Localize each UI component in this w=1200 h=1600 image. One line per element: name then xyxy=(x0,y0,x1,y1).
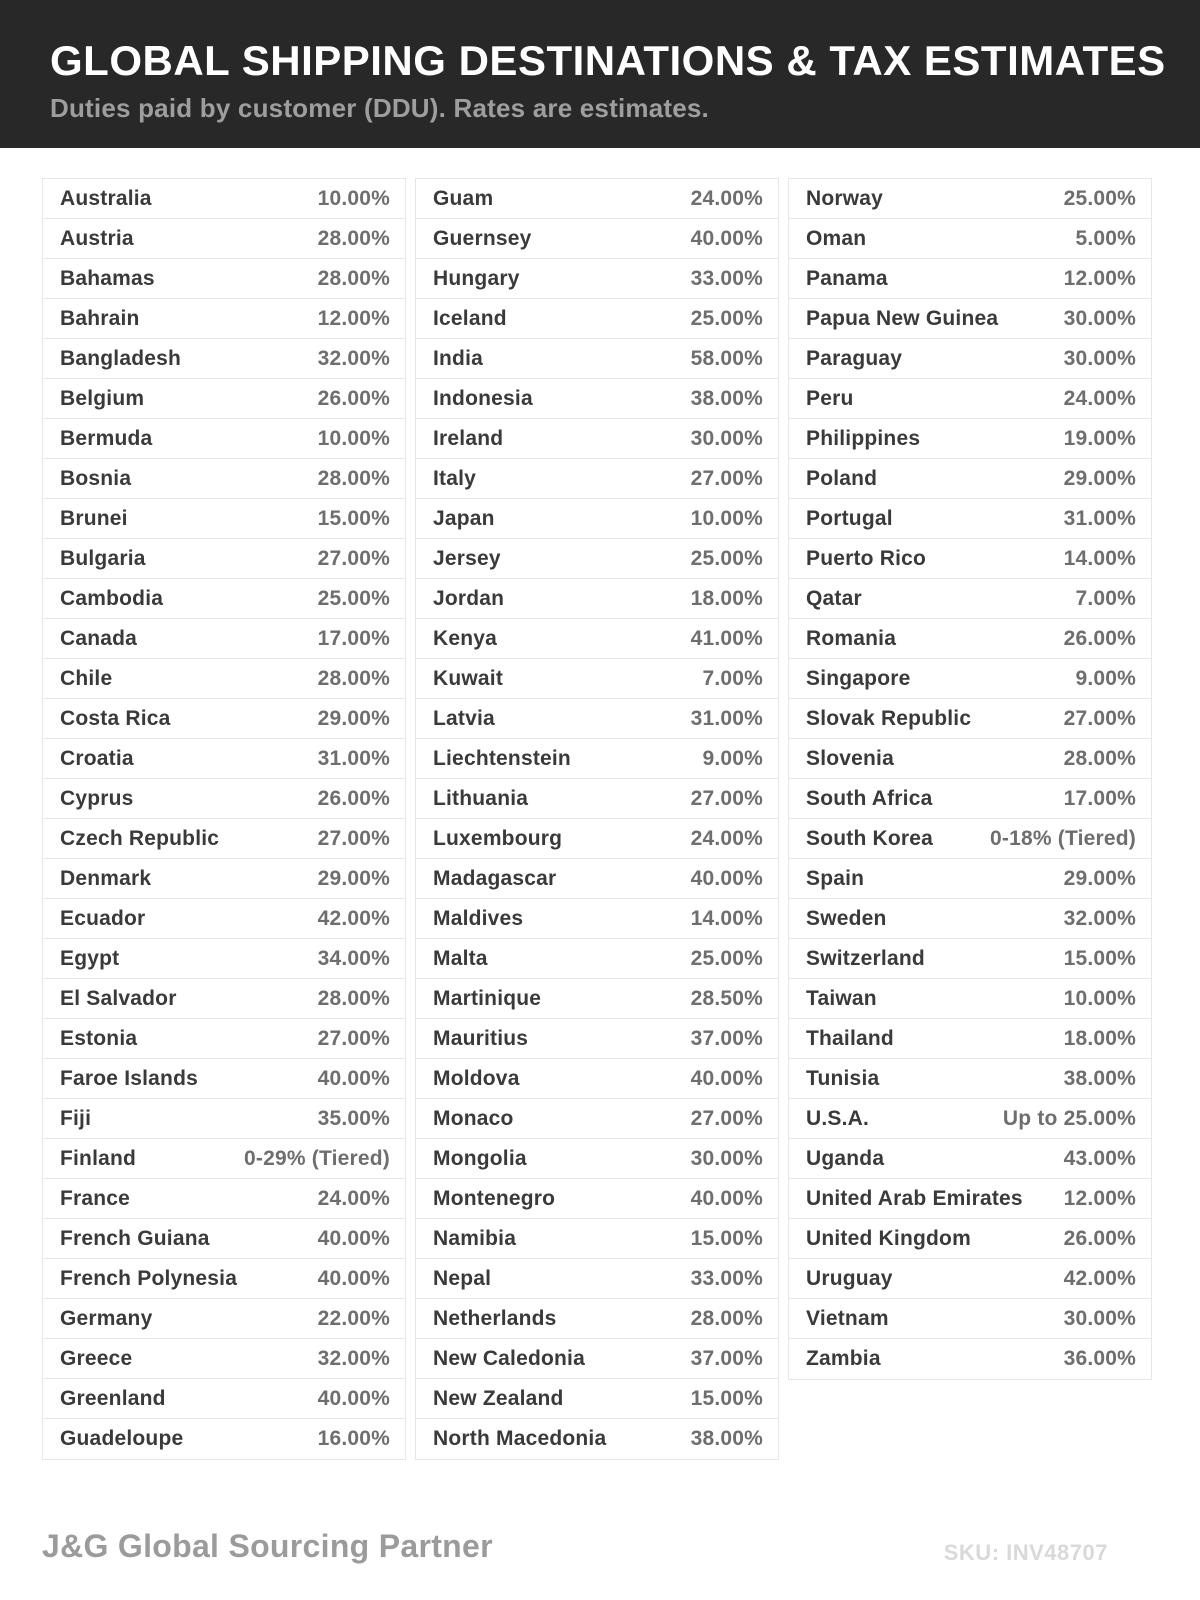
country-label: Singapore xyxy=(806,666,911,690)
rate-value: 24.00% xyxy=(317,1186,390,1210)
country-label: French Guiana xyxy=(60,1226,210,1250)
rate-value: 15.00% xyxy=(317,506,390,530)
rate-value: 12.00% xyxy=(317,306,390,330)
country-label: U.S.A. xyxy=(806,1106,870,1130)
rate-value: 32.00% xyxy=(1063,906,1136,930)
table-row xyxy=(43,1139,405,1179)
country-label: Sweden xyxy=(806,906,887,930)
rate-value: 16.00% xyxy=(317,1427,390,1450)
rate-value: 30.00% xyxy=(690,1146,763,1170)
rate-value: 29.00% xyxy=(1063,466,1136,490)
table-row xyxy=(43,1299,405,1339)
table-row xyxy=(416,379,778,419)
rate-value: 24.00% xyxy=(1063,386,1136,410)
country-label: Jordan xyxy=(433,586,505,610)
country-label: Mongolia xyxy=(433,1146,527,1170)
table-row xyxy=(789,979,1151,1019)
rate-column-2 xyxy=(415,178,779,1460)
table-row xyxy=(416,219,778,259)
table-row xyxy=(789,619,1151,659)
table-row xyxy=(416,1139,778,1179)
country-label: Ecuador xyxy=(60,906,146,930)
country-label: Zambia xyxy=(806,1347,881,1370)
rate-value: 29.00% xyxy=(317,866,390,890)
rate-value: 28.00% xyxy=(317,266,390,290)
footer-brand: J&G Global Sourcing Partner xyxy=(42,1528,493,1564)
table-row xyxy=(789,1339,1151,1379)
table-row xyxy=(43,1379,405,1419)
country-label: Brunei xyxy=(60,506,128,530)
table-row xyxy=(416,459,778,499)
table-row xyxy=(43,579,405,619)
table-row xyxy=(416,1179,778,1219)
country-label: Papua New Guinea xyxy=(806,306,999,330)
table-row xyxy=(789,739,1151,779)
table-row xyxy=(416,659,778,699)
rate-value: 15.00% xyxy=(690,1386,763,1410)
table-row xyxy=(416,579,778,619)
table-row xyxy=(43,1019,405,1059)
rate-value: 29.00% xyxy=(1063,866,1136,890)
country-label: Bermuda xyxy=(60,426,153,450)
country-label: United Kingdom xyxy=(806,1226,971,1250)
rate-value: 38.00% xyxy=(690,386,763,410)
rate-value: 10.00% xyxy=(690,506,763,530)
country-label: United Arab Emirates xyxy=(806,1186,1023,1210)
country-label: France xyxy=(60,1186,131,1210)
rate-value: 33.00% xyxy=(690,266,763,290)
country-label: Portugal xyxy=(806,506,893,530)
country-label: New Caledonia xyxy=(433,1346,585,1370)
table-row xyxy=(43,179,405,219)
country-label: South Africa xyxy=(806,786,933,810)
rate-value: 42.00% xyxy=(1063,1266,1136,1290)
rate-value: 40.00% xyxy=(690,1066,763,1090)
header-bar xyxy=(0,0,1200,148)
table-row xyxy=(789,539,1151,579)
country-label: Canada xyxy=(60,626,138,650)
table-row xyxy=(789,1259,1151,1299)
country-label: Puerto Rico xyxy=(806,546,927,570)
rate-value: Up to 25.00% xyxy=(1002,1106,1136,1130)
country-label: Maldives xyxy=(433,906,524,930)
country-label: Peru xyxy=(806,386,854,410)
table-row xyxy=(789,819,1151,859)
table-row xyxy=(416,739,778,779)
rate-value: 5.00% xyxy=(1075,226,1136,250)
rate-value: 32.00% xyxy=(317,346,390,370)
country-label: Spain xyxy=(806,866,865,890)
rate-value: 27.00% xyxy=(317,546,390,570)
rate-value: 26.00% xyxy=(1063,626,1136,650)
rate-value: 34.00% xyxy=(317,946,390,970)
country-label: Vietnam xyxy=(806,1306,889,1330)
table-row xyxy=(789,1219,1151,1259)
rate-value: 7.00% xyxy=(702,666,763,690)
country-label: Greenland xyxy=(60,1386,166,1410)
rate-value: 28.00% xyxy=(317,986,390,1010)
rate-value: 31.00% xyxy=(690,706,763,730)
rate-value: 38.00% xyxy=(690,1427,763,1450)
rate-value: 38.00% xyxy=(1063,1066,1136,1090)
rate-value: 30.00% xyxy=(1063,1306,1136,1330)
table-row xyxy=(416,819,778,859)
country-label: North Macedonia xyxy=(433,1427,607,1450)
rate-value: 26.00% xyxy=(1063,1226,1136,1250)
country-label: Kenya xyxy=(433,626,498,650)
table-row xyxy=(416,419,778,459)
rate-value: 32.00% xyxy=(317,1346,390,1370)
table-row xyxy=(43,499,405,539)
country-label: El Salvador xyxy=(60,986,177,1010)
rate-value: 14.00% xyxy=(690,906,763,930)
rates-table xyxy=(42,178,1152,1460)
table-row xyxy=(416,299,778,339)
country-label: Belgium xyxy=(60,386,145,410)
table-row xyxy=(416,1299,778,1339)
rate-value: 27.00% xyxy=(317,826,390,850)
country-label: India xyxy=(433,346,484,370)
country-label: Germany xyxy=(60,1306,153,1330)
rate-value: 24.00% xyxy=(690,186,763,210)
table-row xyxy=(416,979,778,1019)
table-row xyxy=(416,179,778,219)
table-row xyxy=(43,339,405,379)
country-label: Italy xyxy=(433,466,477,490)
rate-value: 40.00% xyxy=(317,1386,390,1410)
country-label: Egypt xyxy=(60,946,120,970)
rate-value: 28.00% xyxy=(317,666,390,690)
country-label: Uruguay xyxy=(806,1266,893,1290)
rate-value: 25.00% xyxy=(690,546,763,570)
table-row xyxy=(789,459,1151,499)
rate-value: 0-18% (Tiered) xyxy=(990,826,1136,850)
table-row xyxy=(43,619,405,659)
rate-value: 22.00% xyxy=(317,1306,390,1330)
rate-value: 10.00% xyxy=(317,426,390,450)
table-row xyxy=(416,1099,778,1139)
country-label: French Polynesia xyxy=(60,1266,238,1290)
table-row xyxy=(416,1339,778,1379)
country-label: Austria xyxy=(60,226,134,250)
country-label: Panama xyxy=(806,266,888,290)
table-row xyxy=(43,539,405,579)
country-label: Martinique xyxy=(433,986,542,1010)
country-label: Taiwan xyxy=(806,986,877,1010)
rate-value: 9.00% xyxy=(1075,666,1136,690)
table-row xyxy=(789,699,1151,739)
rate-value: 25.00% xyxy=(690,946,763,970)
country-label: Slovak Republic xyxy=(806,706,972,730)
table-row xyxy=(789,419,1151,459)
country-label: Iceland xyxy=(433,306,507,330)
country-label: Monaco xyxy=(433,1106,514,1130)
table-row xyxy=(416,1059,778,1099)
rate-value: 31.00% xyxy=(317,746,390,770)
rate-value: 36.00% xyxy=(1063,1347,1136,1370)
rate-value: 29.00% xyxy=(317,706,390,730)
rate-value: 12.00% xyxy=(1063,266,1136,290)
country-label: Tunisia xyxy=(806,1066,880,1090)
country-label: Bahrain xyxy=(60,306,140,330)
rate-value: 0-29% (Tiered) xyxy=(244,1146,390,1170)
table-row xyxy=(789,499,1151,539)
rate-value: 43.00% xyxy=(1063,1146,1136,1170)
rate-value: 28.00% xyxy=(1063,746,1136,770)
country-label: Namibia xyxy=(433,1226,517,1250)
table-row xyxy=(789,1059,1151,1099)
rate-value: 27.00% xyxy=(1063,706,1136,730)
country-label: Fiji xyxy=(60,1106,92,1130)
country-label: Netherlands xyxy=(433,1306,557,1330)
rate-value: 9.00% xyxy=(702,746,763,770)
table-row xyxy=(416,1259,778,1299)
rate-column-1 xyxy=(42,178,406,1460)
country-label: Chile xyxy=(60,666,113,690)
table-row xyxy=(43,1059,405,1099)
table-row xyxy=(789,939,1151,979)
country-label: Guadeloupe xyxy=(60,1427,184,1450)
table-row xyxy=(43,1179,405,1219)
country-label: Bahamas xyxy=(60,266,155,290)
table-row xyxy=(416,859,778,899)
rate-value: 28.00% xyxy=(317,466,390,490)
table-row xyxy=(789,1179,1151,1219)
table-row xyxy=(416,779,778,819)
country-label: Bulgaria xyxy=(60,546,146,570)
country-label: Ireland xyxy=(433,426,504,450)
country-label: Denmark xyxy=(60,866,152,890)
table-row xyxy=(43,299,405,339)
table-row xyxy=(416,899,778,939)
country-label: Guam xyxy=(433,186,494,210)
table-row xyxy=(43,819,405,859)
table-row xyxy=(43,1259,405,1299)
rate-value: 10.00% xyxy=(317,186,390,210)
page-title: GLOBAL SHIPPING DESTINATIONS & TAX ESTIMATES xyxy=(50,37,1166,84)
table-row xyxy=(43,859,405,899)
rate-value: 28.00% xyxy=(317,226,390,250)
country-label: Bosnia xyxy=(60,466,132,490)
table-row xyxy=(43,1219,405,1259)
rate-value: 27.00% xyxy=(690,786,763,810)
country-label: Thailand xyxy=(806,1026,894,1050)
rate-value: 30.00% xyxy=(1063,346,1136,370)
rate-value: 15.00% xyxy=(1063,946,1136,970)
rate-value: 7.00% xyxy=(1075,586,1136,610)
table-row xyxy=(789,339,1151,379)
country-label: Uganda xyxy=(806,1146,885,1170)
rate-value: 30.00% xyxy=(1063,306,1136,330)
country-label: Jersey xyxy=(433,546,501,570)
rate-value: 19.00% xyxy=(1063,426,1136,450)
table-row xyxy=(789,299,1151,339)
table-row xyxy=(789,1299,1151,1339)
country-label: Faroe Islands xyxy=(60,1066,198,1090)
country-label: Paraguay xyxy=(806,346,903,370)
rate-value: 40.00% xyxy=(317,1266,390,1290)
country-label: Romania xyxy=(806,626,897,650)
country-label: Moldova xyxy=(433,1066,520,1090)
table-row xyxy=(43,459,405,499)
table-row xyxy=(416,619,778,659)
table-row xyxy=(789,779,1151,819)
page-subtitle: Duties paid by customer (DDU). Rates are estimates. xyxy=(50,93,709,123)
country-label: Slovenia xyxy=(806,746,894,770)
table-row xyxy=(416,1419,778,1459)
rate-value: 42.00% xyxy=(317,906,390,930)
table-row xyxy=(416,499,778,539)
country-label: Mauritius xyxy=(433,1026,529,1050)
rate-value: 40.00% xyxy=(690,866,763,890)
country-label: Poland xyxy=(806,466,878,490)
country-label: Estonia xyxy=(60,1026,138,1050)
table-row xyxy=(43,899,405,939)
table-row xyxy=(789,219,1151,259)
country-label: Cyprus xyxy=(60,786,134,810)
footer-sku: SKU: INV48707 xyxy=(943,1540,1108,1565)
table-row xyxy=(416,699,778,739)
table-row xyxy=(789,1019,1151,1059)
table-row xyxy=(789,859,1151,899)
country-label: Oman xyxy=(806,226,867,250)
rate-value: 35.00% xyxy=(317,1106,390,1130)
rate-value: 12.00% xyxy=(1063,1186,1136,1210)
country-label: Latvia xyxy=(433,706,495,730)
country-label: Finland xyxy=(60,1146,137,1170)
table-row xyxy=(43,259,405,299)
country-label: Norway xyxy=(806,186,884,210)
country-label: Guernsey xyxy=(433,226,532,250)
rate-value: 25.00% xyxy=(690,306,763,330)
rate-value: 33.00% xyxy=(690,1266,763,1290)
country-label: Switzerland xyxy=(806,946,925,970)
rate-value: 17.00% xyxy=(1063,786,1136,810)
rate-value: 27.00% xyxy=(317,1026,390,1050)
table-row xyxy=(43,1339,405,1379)
country-label: Malta xyxy=(433,946,488,970)
country-label: Philippines xyxy=(806,426,921,450)
table-row xyxy=(43,979,405,1019)
table-row xyxy=(43,739,405,779)
rate-value: 28.50% xyxy=(690,986,763,1010)
rate-value: 25.00% xyxy=(317,586,390,610)
rate-value: 31.00% xyxy=(1063,506,1136,530)
country-label: Czech Republic xyxy=(60,826,220,850)
rate-value: 27.00% xyxy=(690,1106,763,1130)
country-label: Luxembourg xyxy=(433,826,563,850)
table-row xyxy=(416,939,778,979)
country-label: Montenegro xyxy=(433,1186,556,1210)
rate-value: 40.00% xyxy=(317,1226,390,1250)
country-label: Nepal xyxy=(433,1266,492,1290)
rate-value: 41.00% xyxy=(690,626,763,650)
rate-value: 17.00% xyxy=(317,626,390,650)
rate-value: 58.00% xyxy=(690,346,763,370)
rate-value: 25.00% xyxy=(1063,186,1136,210)
rate-value: 24.00% xyxy=(690,826,763,850)
rate-value: 26.00% xyxy=(317,386,390,410)
country-label: Madagascar xyxy=(433,866,557,890)
rate-value: 30.00% xyxy=(690,426,763,450)
table-row xyxy=(789,179,1151,219)
country-label: Croatia xyxy=(60,746,134,770)
table-row xyxy=(43,1099,405,1139)
rate-value: 40.00% xyxy=(317,1066,390,1090)
table-row xyxy=(416,539,778,579)
country-label: Greece xyxy=(60,1346,133,1370)
rate-value: 18.00% xyxy=(1063,1026,1136,1050)
country-label: New Zealand xyxy=(433,1386,564,1410)
country-label: Liechtenstein xyxy=(433,746,571,770)
country-label: Kuwait xyxy=(433,666,504,690)
table-row xyxy=(789,259,1151,299)
table-row xyxy=(43,1419,405,1459)
country-label: Qatar xyxy=(806,586,862,610)
table-row xyxy=(43,419,405,459)
rate-value: 18.00% xyxy=(690,586,763,610)
rate-value: 40.00% xyxy=(690,226,763,250)
table-row xyxy=(416,1379,778,1419)
table-row xyxy=(789,579,1151,619)
country-label: Australia xyxy=(60,186,152,210)
country-label: Cambodia xyxy=(60,586,164,610)
table-row xyxy=(789,1139,1151,1179)
table-row xyxy=(43,939,405,979)
rate-value: 15.00% xyxy=(690,1226,763,1250)
rate-value: 37.00% xyxy=(690,1026,763,1050)
rate-value: 10.00% xyxy=(1063,986,1136,1010)
country-label: Hungary xyxy=(433,266,520,290)
country-label: Lithuania xyxy=(433,786,529,810)
rate-column-3 xyxy=(788,178,1152,1380)
table-row xyxy=(43,219,405,259)
rate-value: 37.00% xyxy=(690,1346,763,1370)
table-row xyxy=(43,699,405,739)
table-row xyxy=(416,339,778,379)
rate-value: 28.00% xyxy=(690,1306,763,1330)
table-row xyxy=(416,1219,778,1259)
country-label: Japan xyxy=(433,506,495,530)
table-row xyxy=(43,379,405,419)
country-label: Bangladesh xyxy=(60,346,182,370)
table-row xyxy=(43,779,405,819)
table-row xyxy=(789,379,1151,419)
table-row xyxy=(43,659,405,699)
country-label: South Korea xyxy=(806,826,934,850)
country-label: Costa Rica xyxy=(60,706,171,730)
rate-value: 26.00% xyxy=(317,786,390,810)
rate-value: 27.00% xyxy=(690,466,763,490)
table-row xyxy=(416,259,778,299)
table-row xyxy=(416,1019,778,1059)
table-row xyxy=(789,1099,1151,1139)
country-label: Indonesia xyxy=(433,386,533,410)
rate-value: 14.00% xyxy=(1063,546,1136,570)
rate-value: 40.00% xyxy=(690,1186,763,1210)
table-row xyxy=(789,659,1151,699)
table-row xyxy=(789,899,1151,939)
